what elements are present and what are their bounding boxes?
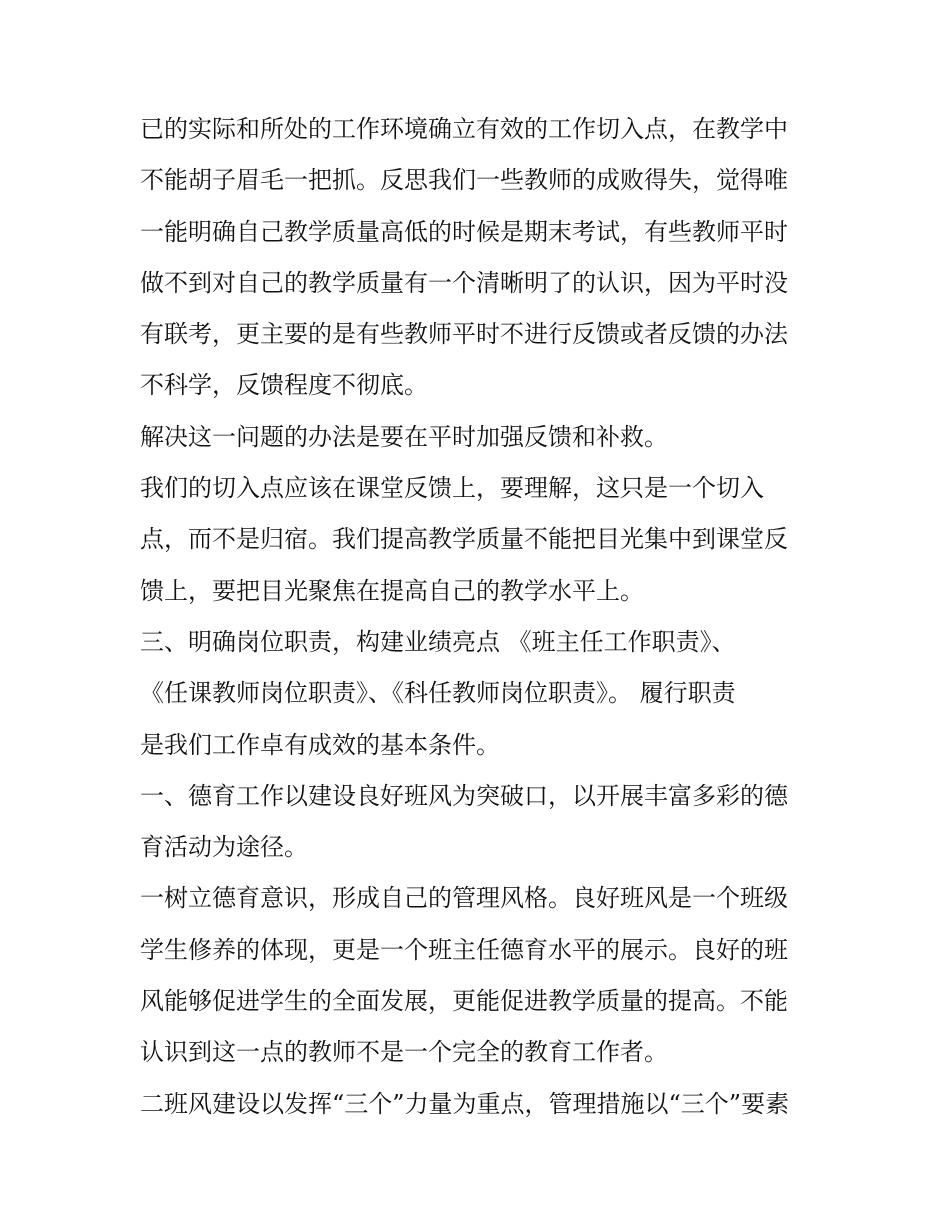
text-line: 做不到对自己的教学质量有一个清晰明了的认识，因为平时没 bbox=[140, 268, 788, 297]
text-line: 解决这一问题的办法是要在平时加强反馈和补救。 bbox=[140, 422, 668, 451]
section-heading-line: 一、德育工作以建设良好班风为突破口，以开展丰富多彩的德 bbox=[140, 781, 788, 810]
text-line: 风能够促进学生的全面发展，更能促进教学质量的提高。不能 bbox=[140, 987, 788, 1016]
section-heading-line: 三、明确岗位职责，构建业绩亮点 《班主任工作职责》、 bbox=[140, 627, 736, 656]
text-line: 已的实际和所处的工作环境确立有效的工作切入点，在教学中 bbox=[140, 115, 788, 143]
text-line: 认识到这一点的教师不是一个完全的教育工作者。 bbox=[140, 1038, 668, 1067]
text-line: 点，而不是归宿。我们提高教学质量不能把目光集中到课堂反 bbox=[140, 525, 788, 554]
text-line: 不科学，反馈程度不彻底。 bbox=[140, 371, 428, 400]
text-line: 馈上，要把目光聚焦在提高自己的教学水平上。 bbox=[140, 576, 644, 605]
text-line: 有联考，更主要的是有些教师平时不进行反馈或者反馈的办法 bbox=[140, 320, 788, 349]
text-line: 一树立德育意识，形成自己的管理风格。良好班风是一个班级 bbox=[140, 884, 788, 913]
text-line: 《任课教师岗位职责》、《科任教师岗位职责》。 履行职责 bbox=[140, 679, 736, 708]
text-line: 我们的切入点应该在课堂反馈上，要理解，这只是一个切入 bbox=[140, 474, 764, 503]
text-line: 不能胡子眉毛一把抓。反思我们一些教师的成败得失，觉得唯 bbox=[140, 166, 788, 195]
text-line: 是我们工作卓有成效的基本条件。 bbox=[140, 730, 500, 759]
text-line: 一能明确自己教学质量高低的时候是期末考试，有些教师平时 bbox=[140, 217, 788, 246]
text-line: 二班风建设以发挥“三个”力量为重点，管理措施以“三个”要素 bbox=[140, 1089, 790, 1118]
text-line: 育活动为途径。 bbox=[140, 833, 308, 862]
text-line: 学生修养的体现，更是一个班主任德育水平的展示。良好的班 bbox=[140, 935, 788, 964]
body-text bbox=[140, 104, 830, 1130]
